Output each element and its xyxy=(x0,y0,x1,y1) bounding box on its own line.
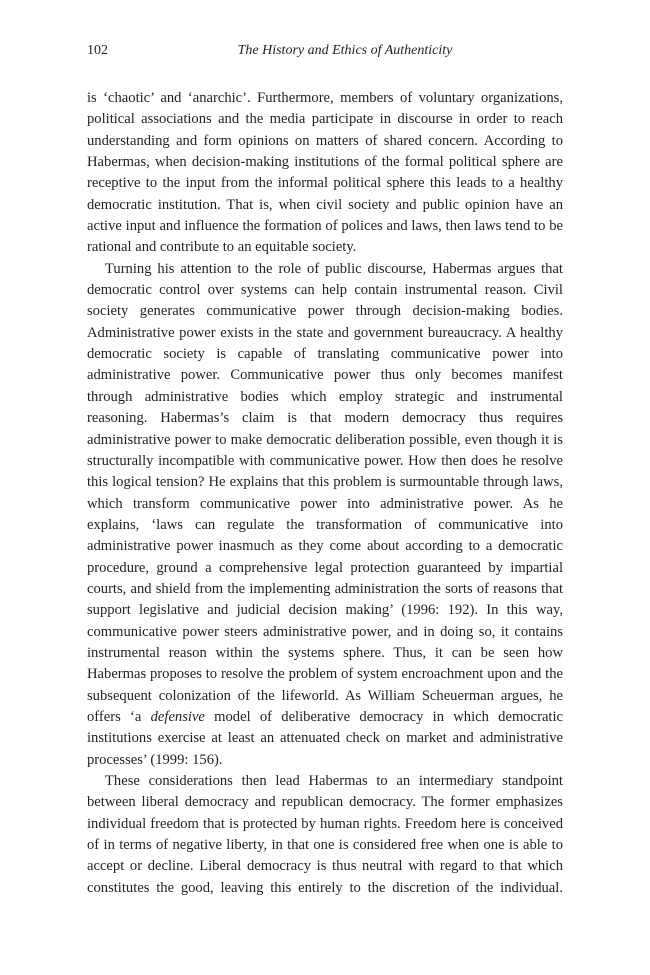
paragraph-2-text-b: model of deliberative democracy in which democratic institutions exercise at least an attenuated check on market and administrative processes’ (1999: 156). xyxy=(87,708,564,768)
paragraph-2 xyxy=(87,259,563,771)
paragraph-3: These considerations then lead Habermas to an intermediary standpoint between liberal democracy and republican democracy. The former emphasizes individual freedom that is protected by human rights. Freedom here is conceived of in terms of negative liberty, in that one is considered free when one is able to accept or decline. Liberal democracy is thus neutral with regard to that which constitutes the good, leaving this entirely to the discretion of the individual. xyxy=(87,773,563,896)
running-title: The History and Ethics of Authenticity xyxy=(237,43,453,58)
paragraph-2-emphasis: defensive xyxy=(150,708,205,725)
paragraph-2-text-a: Turning his attention to the role of public discourse, Habermas argues that democratic control over systems can help contain instrumental reason. Civil society generates communicative power through decision-making bodies. Administrative power exists in the state and government bureaucracy. A healthy democratic society is capable of translating communicative power into administrative power. Communicative power thus only becomes manifest through administrative bodies which employ strategic and instrumental reasoning. Habermas’s claim is that modern democracy thus requires administrative power to make democratic deliberation possible, even though it is structurally incompatible with communicative power. How then does he resolve this logical tension? He explains that this problem is surmountable through laws, which transform communicative power into administrative power. As he explains, ‘laws can regulate the transformation of communicative into administrative power inasmuch as they come about according to a democratic procedure, ground a comprehensive legal protection guaranteed by impartial courts, and shield from the implementing administration the sorts of reasons that support legislative and judicial decision making’ (1996: 192). In this way, communicative power steers administrative power, and in doing so, it contains instrumental reason within the systems sphere. Thus, it can be seen how Habermas proposes to resolve the problem of system encroachment upon and the subsequent colonization of the lifeworld. As William Scheuerman argues, he offers ‘a xyxy=(87,260,563,725)
paragraph-1: is ‘chaotic’ and ‘anarchic’. Furthermore, members of voluntary organizations, political associations and the media participate in discourse in order to reach understanding and form opinions on matters of shared concern. According to Habermas, when decision-making institutions of the formal political sphere are receptive to the input from the informal political sphere this leads to a healthy democratic institution. That is, when civil society and public opinion have an active input and influence the formation of polices and laws, then laws tend to be rational and contribute to an equitable society. xyxy=(87,90,563,256)
body-text xyxy=(87,88,563,899)
page-number: 102 xyxy=(87,43,108,58)
running-head xyxy=(87,43,563,63)
